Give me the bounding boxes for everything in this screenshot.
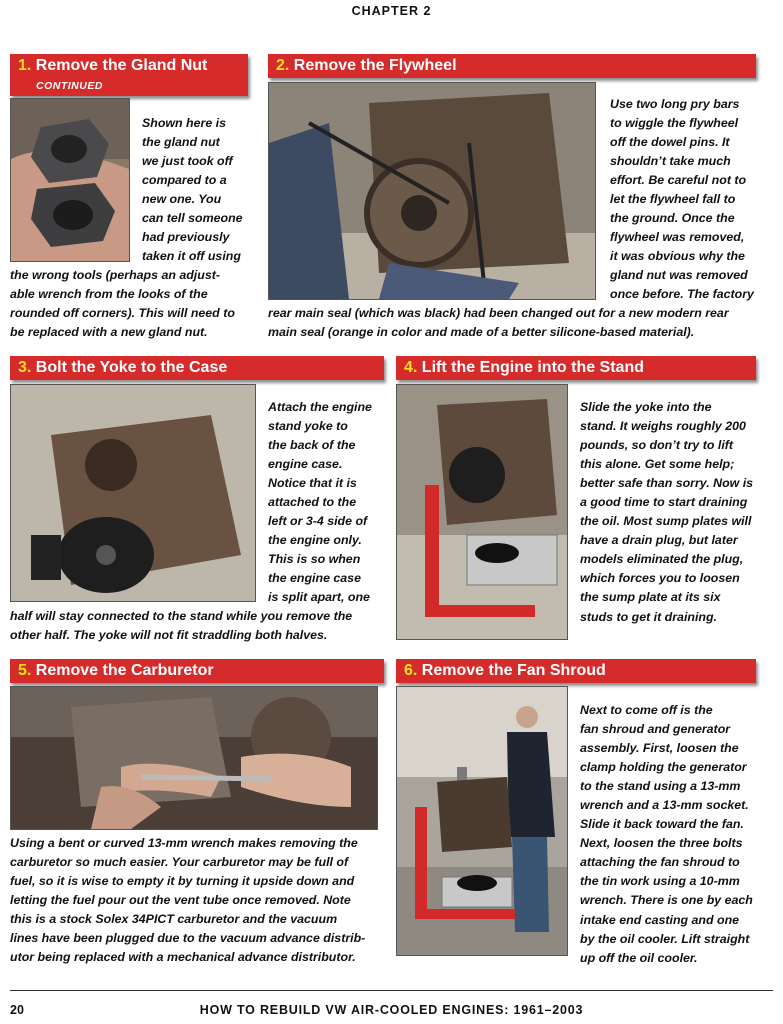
- text-line: Notice that it is: [268, 476, 357, 491]
- section-5-title: Remove the Carburetor: [35, 662, 214, 679]
- text-line: up off the oil cooler.: [580, 950, 698, 965]
- section-5-text: [10, 834, 365, 967]
- text-line: better safe than sorry. Now is: [580, 476, 754, 491]
- section-2-text-full: [268, 304, 729, 342]
- section-1-continued: CONTINUED: [36, 80, 103, 92]
- section-2-heading: [268, 54, 756, 78]
- text-line: able wrench from the looks of the: [10, 287, 208, 302]
- text-line: this is a stock Solex 34PICT carburetor and the vacuum: [10, 912, 338, 927]
- text-line: wrench. There is one by each: [580, 893, 753, 908]
- text-line: wrench and a 13-mm socket.: [580, 798, 749, 813]
- text-line: the engine case: [268, 571, 361, 586]
- section-5-heading: [10, 659, 384, 683]
- gland-nut-photo: [10, 98, 130, 262]
- section-5-number: 5.: [18, 662, 32, 679]
- text-line: assembly. First, loosen the: [580, 741, 739, 756]
- section-4-title: Lift the Engine into the Stand: [421, 359, 644, 376]
- flywheel-photo: [268, 82, 596, 300]
- text-line: Use two long pry bars: [610, 97, 740, 111]
- text-line: the tin work using a 10-mm: [580, 874, 740, 889]
- text-line: compared to a: [142, 173, 227, 188]
- text-line: main seal (orange in color and made of a better silicone-based material).: [268, 325, 695, 340]
- section-3-heading: [10, 356, 384, 380]
- chapter-header: CHAPTER 2: [351, 4, 432, 18]
- text-line: fuel, so it is wise to empty it by turning it upside down and: [10, 874, 355, 889]
- text-line: this alone. Get some help;: [580, 457, 735, 472]
- section-2-number: 2.: [276, 57, 290, 74]
- text-line: is split apart, one: [268, 590, 370, 605]
- text-line: have a drain plug, but later: [580, 533, 738, 548]
- text-line: lines have been plugged due to the vacuum advance distrib-: [10, 931, 366, 946]
- section-2-title: Remove the Flywheel: [293, 57, 457, 74]
- section-3-text-wrap: [268, 398, 372, 608]
- text-line: This is so when: [268, 552, 361, 567]
- section-2-text-wrap: [610, 95, 754, 305]
- fan-shroud-photo: [396, 686, 568, 956]
- text-line: pounds, so don’t try to lift: [580, 438, 734, 453]
- section-6-heading: [396, 659, 756, 683]
- text-line: to wiggle the flywheel: [610, 116, 739, 131]
- text-line: by the oil cooler. Lift straight: [580, 931, 750, 946]
- text-line: flywheel was removed,: [610, 230, 745, 245]
- text-line: intake end casting and one: [580, 912, 740, 927]
- engine-stand-photo: [396, 384, 568, 640]
- text-line: the wrong tools (perhaps an adjust-: [10, 268, 220, 282]
- text-line: the ground. Once the: [610, 211, 735, 226]
- section-3-text-full: [10, 607, 352, 645]
- text-line: Using a bent or curved 13-mm wrench makes removing the: [10, 836, 358, 850]
- text-line: new one. You: [142, 192, 222, 207]
- text-line: the engine only.: [268, 533, 362, 548]
- text-line: once before. The factory: [610, 287, 754, 302]
- text-line: Attach the engine: [268, 400, 372, 414]
- text-line: models eliminated the plug,: [580, 552, 744, 567]
- text-line: had previously: [142, 230, 230, 245]
- text-line: rounded off corners). This will need to: [10, 306, 235, 321]
- text-line: Next to come off is the: [580, 703, 713, 717]
- text-line: Shown here is: [142, 116, 226, 130]
- text-line: half will stay connected to the stand while you remove the: [10, 609, 353, 623]
- text-line: can tell someone: [142, 211, 243, 226]
- text-line: attaching the fan shroud to: [580, 855, 740, 870]
- carburetor-photo: [10, 686, 378, 830]
- text-line: let the flywheel fall to: [610, 192, 736, 207]
- footer-divider: [10, 990, 773, 991]
- text-line: attached to the: [268, 495, 357, 510]
- text-line: the sump plate at its six: [580, 590, 721, 605]
- section-1-title: Remove the Gland Nut: [35, 57, 208, 74]
- text-line: clamp holding the generator: [580, 760, 747, 775]
- text-line: utor being replaced with a mechanical advance distributor.: [10, 950, 356, 965]
- text-line: to the stand using a 13-mm: [580, 779, 741, 794]
- text-line: letting the fuel pour out the vent tube once removed. Note: [10, 893, 351, 908]
- text-line: off the dowel pins. It: [610, 135, 730, 150]
- section-1-number: 1.: [18, 57, 32, 74]
- text-line: gland nut was removed: [610, 268, 748, 283]
- text-line: the back of the: [268, 438, 356, 453]
- text-line: the gland nut: [142, 135, 220, 150]
- section-6-text: [580, 701, 753, 968]
- yoke-photo: [10, 384, 256, 602]
- text-line: effort. Be careful not to: [610, 173, 747, 188]
- text-line: be replaced with a new gland nut.: [10, 325, 208, 340]
- text-line: the oil. Most sump plates will: [580, 514, 752, 529]
- book-title: HOW TO REBUILD VW AIR-COOLED ENGINES: 1961–2003: [199, 1003, 584, 1017]
- section-6-title: Remove the Fan Shroud: [421, 662, 606, 679]
- section-4-heading: [396, 356, 756, 380]
- text-line: engine case.: [268, 457, 343, 472]
- text-line: stand. It weighs roughly 200: [580, 419, 746, 434]
- text-line: other half. The yoke will not fit straddling both halves.: [10, 628, 328, 643]
- text-line: which forces you to loosen: [580, 571, 740, 586]
- text-line: a good time to start draining: [580, 495, 748, 510]
- page-number: 20: [10, 1003, 24, 1017]
- text-line: Next, loosen the three bolts: [580, 836, 743, 851]
- text-line: taken it off using: [142, 249, 241, 264]
- section-1-text-full: [10, 266, 235, 342]
- text-line: carburetor so much easier. Your carburetor may be full of: [10, 855, 349, 870]
- section-3-title: Bolt the Yoke to the Case: [35, 359, 228, 376]
- text-line: studs to get it draining.: [580, 609, 717, 624]
- text-line: shouldn’t take much: [610, 154, 731, 169]
- section-4-number: 4.: [404, 359, 418, 376]
- text-line: we just took off: [142, 154, 233, 169]
- text-line: Slide it back toward the fan.: [580, 817, 744, 832]
- text-line: stand yoke to: [268, 419, 348, 434]
- text-line: fan shroud and generator: [580, 722, 731, 737]
- section-4-text: [580, 398, 753, 627]
- text-line: left or 3-4 side of: [268, 514, 368, 529]
- text-line: rear main seal (which was black) had been changed out for a new modern rear: [268, 306, 729, 320]
- text-line: Slide the yoke into the: [580, 400, 712, 414]
- section-3-number: 3.: [18, 359, 32, 376]
- text-line: it was obvious why the: [610, 249, 745, 264]
- section-6-number: 6.: [404, 662, 418, 679]
- section-1-text-wrap: [142, 114, 243, 266]
